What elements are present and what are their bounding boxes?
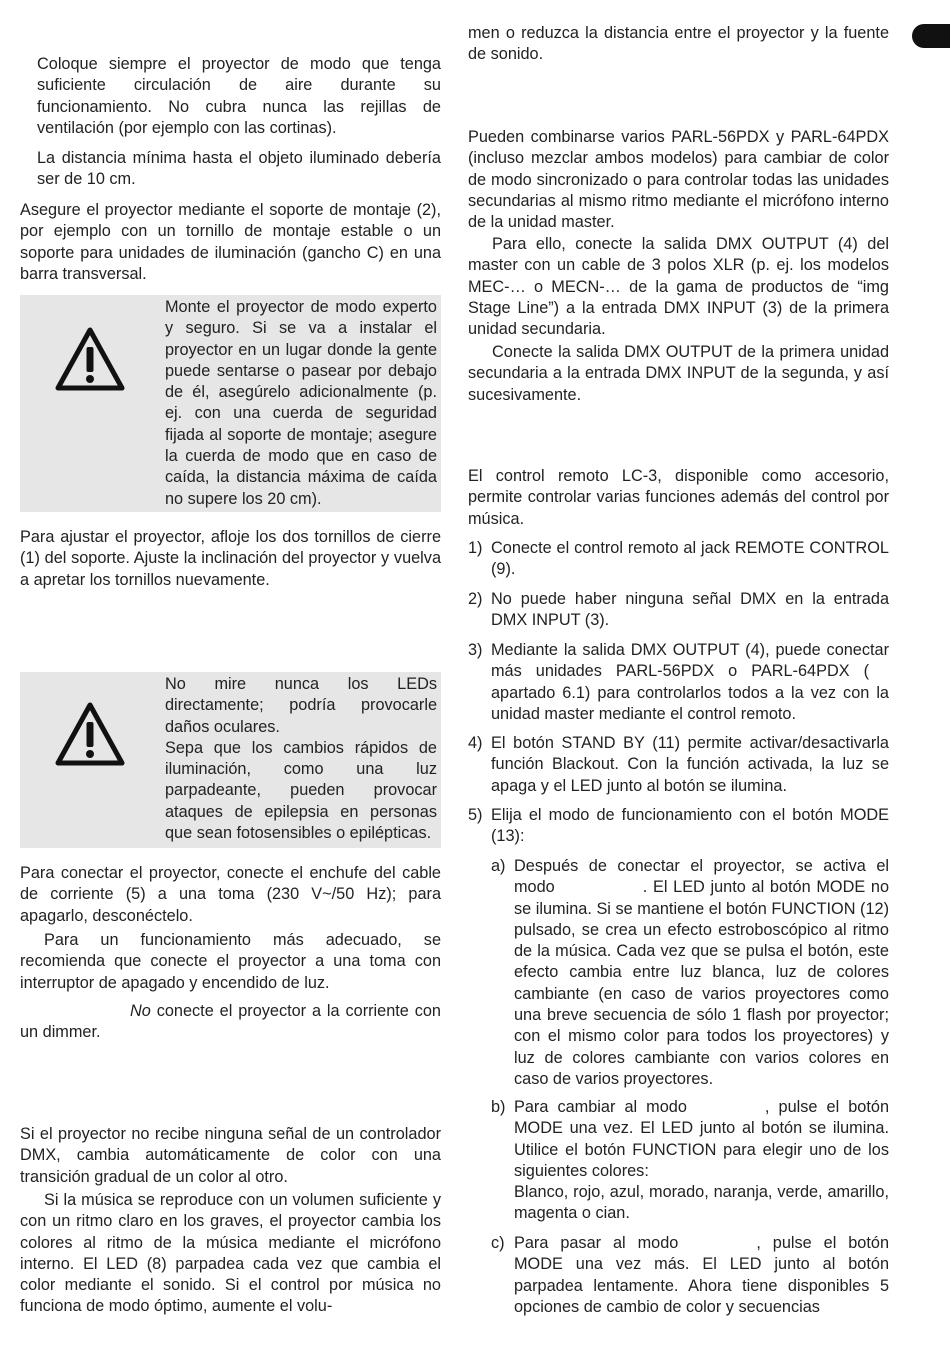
list-number: 5) [468,806,483,824]
paragraph [468,234,889,340]
list-item-text: Elija el modo de funcionamiento con el botón MODE (13): [491,806,889,846]
list-letter: c) [491,1234,505,1252]
list-item-text [514,856,889,1090]
paragraph-text: La distancia mínima hasta el objeto iluminado debería ser de 10 cm. [37,149,441,189]
emphasis-text: No [130,1002,151,1020]
list-number: 1) [468,539,483,557]
paragraph [468,23,889,66]
warning-box [20,672,441,848]
list-item [468,538,889,581]
list-item-text-part: Después de conectar el proyector, se activa el modo [514,857,889,897]
paragraph [20,527,441,591]
paragraph-text: men o reduzca la distancia entre el proyector y la fuente de sonido. [468,24,889,64]
list-item [468,589,889,632]
paragraph-text: conecte el proyector a la corriente con un dimmer. [20,1002,441,1042]
paragraph [20,54,441,139]
list-item-text [491,640,889,725]
list-item-text [514,1097,889,1182]
list-item-text-part: Mediante la salida DMX OUTPUT (4), puede conectar más unidades PARL-56PDX o PARL-64PDX ( [491,641,889,681]
paragraph-text: Para conectar el proyector, conecte el enchufe del cable de corriente (5) a una toma (230 V~/50 Hz); para apagarlo, desconéctelo. [20,864,441,925]
list-letter: b) [491,1098,506,1116]
list-number: 4) [468,734,483,752]
list-item-text-part: , pulse el botón MODE una vez más. El LED junto al botón parpadea lentamente. Ahora tiene disponibles 5 opciones de cambio de color y secuencias [514,1234,889,1316]
list-item-text-part: apartado 6.1) para controlarlos todos a la vez con la unidad master mediante el control remoto. [491,683,889,723]
paragraph-text: Si la música se reproduce con un volumen suficiente y con un ritmo claro en los graves, el proyector cambia los colores al ritmo de la música mediante el micrófono interno. El LED (8) parpadea cada vez que cambia el color mediante el sonido. Si el control por música no funciona de modo óptimo, aumente el volu- [20,1191,441,1316]
paragraph [20,200,441,285]
list-item-text-part: , pulse el botón MODE una vez. El LED junto al botón se ilumina. Utilice el botón FUNCTION para elegir uno de los siguientes colores: [514,1098,889,1180]
warning-triangle-icon [54,325,126,395]
paragraph [468,466,889,530]
paragraph-text: Para un funcionamiento más adecuado, se recomienda que conecte el proyector a una toma con interruptor de apagado y encendido de luz. [20,931,441,992]
list-item-text [514,1233,889,1318]
paragraph [468,342,889,406]
paragraph-text: Asegure el proyector mediante el soporte de montaje (2), por ejemplo con un tornillo de montaje estable o un soporte para unidades de iluminación (gancho C) en una barra transversal. [20,201,441,283]
warning-text: No mire nunca los LEDs directamente; podría provocarle daños oculares. [165,675,437,736]
list-number: 3) [468,641,483,659]
list-item-text: No puede haber ninguna señal DMX en la entrada DMX INPUT (3). [491,590,889,630]
warning-triangle-icon [54,700,126,770]
list-item-text: El botón STAND BY (11) permite activar/desactivarla función Blackout. Con la función activada, la luz se apaga y el LED junto al botón se ilumina. [491,734,889,795]
paragraph [20,1124,441,1188]
warning-text: Monte el proyector de modo experto y seguro. Si se va a instalar el proyector en un lugar donde la gente puede sentarse o pasear por debajo de él, asegúrelo adicionalmente (p. ej. con una cuerda de seguridad fijada al soporte de montaje; asegure la cuerda de modo que en caso de caída, la distancia máxima de caída no supere los 20 cm). [165,298,437,508]
paragraph-text: Para ajustar el proyector, afloje los dos tornillos de cierre (1) del soporte. Ajuste la inclinación del proyector y vuelva a apretar los tornillos nuevamente. [20,528,441,589]
list-item [468,640,889,725]
list-item-text-part: . El LED junto al botón MODE no se ilumina. Si se mantiene el botón FUNCTION (12) pulsado, se crea un efecto estroboscópico al ritmo de la música. Cada vez que se pulsa el botón, este efecto cambia entre luz blanca, luz de colores cambiante (en caso de varios proyectores como una breve secuencia de sólo 1 flash por proyector; con el mismo color para todos los proyectores) y luz de colores cambiante con varios colores en caso de varios proyectores. [514,878,889,1088]
paragraph-text: Si el proyector no recibe ninguna señal de un controlador DMX, cambia automáticamente de color con una transición gradual de un color al otro. [20,1125,441,1186]
paragraph-text: El control remoto LC-3, disponible como accesorio, permite controlar varias funciones además del control por música. [468,467,889,528]
list-item [468,733,889,797]
color-options-text: Blanco, rojo, azul, morado, naranja, verde, amarillo, magenta o cian. [514,1183,889,1223]
sub-list-item [491,1097,889,1225]
list-number: 2) [468,590,483,608]
paragraph [468,127,889,233]
paragraph [20,148,441,191]
paragraph-text: Para ello, conecte la salida DMX OUTPUT (4) del master con un cable de 3 polos XLR (p. ej. los modelos MEC-… o MECN-… de la gama de productos de “img Stage Line”) a la entrada DMX INPUT (3) de la primera unidad secundaria. [468,235,889,339]
sub-list-item [491,1233,889,1318]
paragraph-text: Conecte la salida DMX OUTPUT de la primera unidad secundaria a la entrada DMX INPUT de la segunda, y así sucesivamente. [468,343,889,404]
list-item-text-part: Para cambiar al modo [514,1098,687,1116]
paragraph [20,1190,441,1318]
list-letter: a) [491,857,506,875]
list-item-text: Conecte el control remoto al jack REMOTE CONTROL (9). [491,539,889,579]
sub-list-item [491,856,889,1090]
warning-box [20,295,441,512]
paragraph-text: Coloque siempre el proyector de modo que tenga suficiente circulación de aire durante su funcionamiento. No cubra nunca las rejillas de ventilación (por ejemplo con las cortinas). [37,55,441,137]
paragraph-text: Pueden combinarse varios PARL-56PDX y PARL-64PDX (incluso mezclar ambos modelos) para cambiar de color de modo sincronizado o para controlar todas las unidades secundarias al mismo ritmo mediante el micrófono interno de la unidad master. [468,128,889,232]
warning-text: Sepa que los cambios rápidos de iluminación, como una luz parpadeante, pueden provocar ataques de epilepsia en personas que sean fotosensibles o epilépticas. [165,738,437,843]
paragraph [20,1001,441,1044]
paragraph [20,863,441,927]
list-item [468,805,889,848]
list-item-text-part: Para pasar al modo [514,1234,679,1252]
language-tab-marker [912,24,950,48]
paragraph [20,930,441,994]
